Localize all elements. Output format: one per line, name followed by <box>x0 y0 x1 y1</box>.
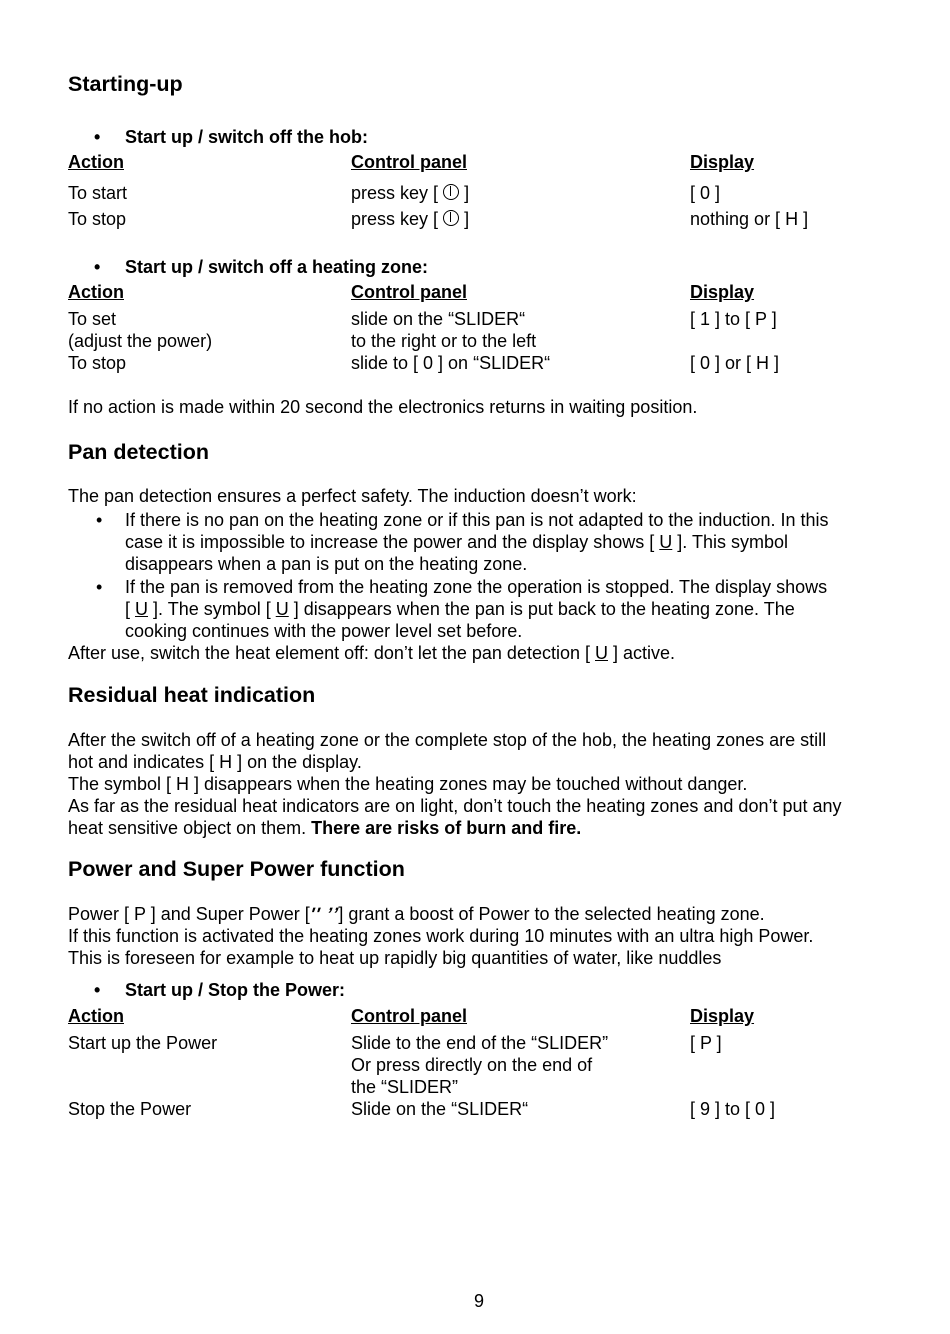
section-title-power: Power and Super Power function <box>68 857 405 881</box>
table-cell-action: (adjust the power) <box>68 331 213 351</box>
bullet-dot-icon: • <box>94 257 101 277</box>
paragraph-intro: The pan detection ensures a perfect safety. The induction doesn’t work: <box>68 486 637 506</box>
column-header-action: Action <box>68 152 124 172</box>
paragraph-line: heat sensitive object on them. There are risks of burn and fire. <box>68 818 582 838</box>
list-item-line: case it is impossible to increase the power and the display shows [ U ]. This symbol <box>125 532 788 552</box>
table-cell-control: slide on the “SLIDER“ <box>351 309 526 329</box>
column-header-display: Display <box>690 1006 755 1026</box>
table-cell-display: nothing or [ H ] <box>690 209 809 229</box>
bullet-heading-text: Start up / switch off a heating zone: <box>125 257 429 277</box>
table-cell-action: To start <box>68 183 128 203</box>
paragraph-line: If this function is activated the heating zones work during 10 minutes with an ultra high Power. <box>68 926 814 946</box>
table-cell-control: Or press directly on the end of <box>351 1055 593 1075</box>
table-cell-control: Slide on the “SLIDER“ <box>351 1099 529 1119</box>
section-title-residual-heat: Residual heat indication <box>68 683 316 707</box>
table-cell-display: [ 1 ] to [ P ] <box>690 309 777 329</box>
bullet-dot-icon: • <box>96 510 103 530</box>
table-cell-control: Slide to the end of the “SLIDER” <box>351 1033 609 1053</box>
column-header-action: Action <box>68 1006 124 1026</box>
table-cell-display: [ P ] <box>690 1033 722 1053</box>
bullet-heading-text: Start up / Stop the Power: <box>125 980 346 1000</box>
warning-text: There are risks of burn and fire. <box>311 818 582 838</box>
table-cell-action: Start up the Power <box>68 1033 218 1053</box>
table-cell-action: To stop <box>68 209 127 229</box>
table-cell-display: [ 0 ] <box>690 183 721 203</box>
bullet-heading-text: Start up / switch off the hob: <box>125 127 368 147</box>
paragraph-line: The symbol [ H ] disappears when the heating zones may be touched without danger. <box>68 774 748 794</box>
table-cell-action: To set <box>68 309 117 329</box>
table-cell-control: to the right or to the left <box>351 331 537 351</box>
column-header-control: Control panel <box>351 1006 467 1026</box>
power-icon <box>443 210 459 226</box>
bullet-dot-icon: • <box>96 577 103 597</box>
table-cell-action: To stop <box>68 353 127 373</box>
column-header-action: Action <box>68 282 124 302</box>
table-cell-display: [ 9 ] to [ 0 ] <box>690 1099 776 1119</box>
bullet-dot-icon: • <box>94 980 101 1000</box>
list-item-line: cooking continues with the power level set before. <box>125 621 523 641</box>
paragraph-line: Power [ P ] and Super Power [ʹʹ ʼʼ] grant a boost of Power to the selected heating zone. <box>68 904 765 924</box>
column-header-control: Control panel <box>351 152 467 172</box>
paragraph-line: This is foreseen for example to heat up rapidly big quantities of water, like nuddles <box>68 948 722 968</box>
paragraph-line: As far as the residual heat indicators are on light, don’t touch the heating zones and don’t put any <box>68 796 842 816</box>
paragraph-line: After the switch off of a heating zone or the complete stop of the hob, the heating zones are still <box>68 730 827 750</box>
table-cell-control: press key [ ] <box>351 183 470 203</box>
table-cell-control: slide to [ 0 ] on “SLIDER“ <box>351 353 551 373</box>
section-title-starting-up: Starting-up <box>68 72 183 96</box>
table-cell-control: the “SLIDER” <box>351 1077 459 1097</box>
page-number: 9 <box>474 1291 485 1311</box>
list-item-line: disappears when a pan is put on the heating zone. <box>125 554 528 574</box>
list-item-line: If the pan is removed from the heating zone the operation is stopped. The display shows <box>125 577 828 597</box>
paragraph-note: If no action is made within 20 second the electronics returns in waiting position. <box>68 397 698 417</box>
super-power-symbol-icon: ʹʹ ʼʼ <box>308 904 340 924</box>
section-title-pan-detection: Pan detection <box>68 440 209 464</box>
paragraph-line: hot and indicates [ H ] on the display. <box>68 752 362 772</box>
table-cell-display: [ 0 ] or [ H ] <box>690 353 780 373</box>
column-header-display: Display <box>690 282 755 302</box>
power-icon <box>443 184 459 200</box>
paragraph-after-use: After use, switch the heat element off: don’t let the pan detection [ U ] active. <box>68 643 676 663</box>
list-item-line: [ U ]. The symbol [ U ] disappears when the pan is put back to the heating zone. The <box>125 599 795 619</box>
table-cell-control: press key [ ] <box>351 209 470 229</box>
bullet-dot-icon: • <box>94 127 101 147</box>
list-item-line: If there is no pan on the heating zone or if this pan is not adapted to the induction. In this <box>125 510 829 530</box>
column-header-control: Control panel <box>351 282 467 302</box>
table-cell-action: Stop the Power <box>68 1099 192 1119</box>
column-header-display: Display <box>690 152 755 172</box>
